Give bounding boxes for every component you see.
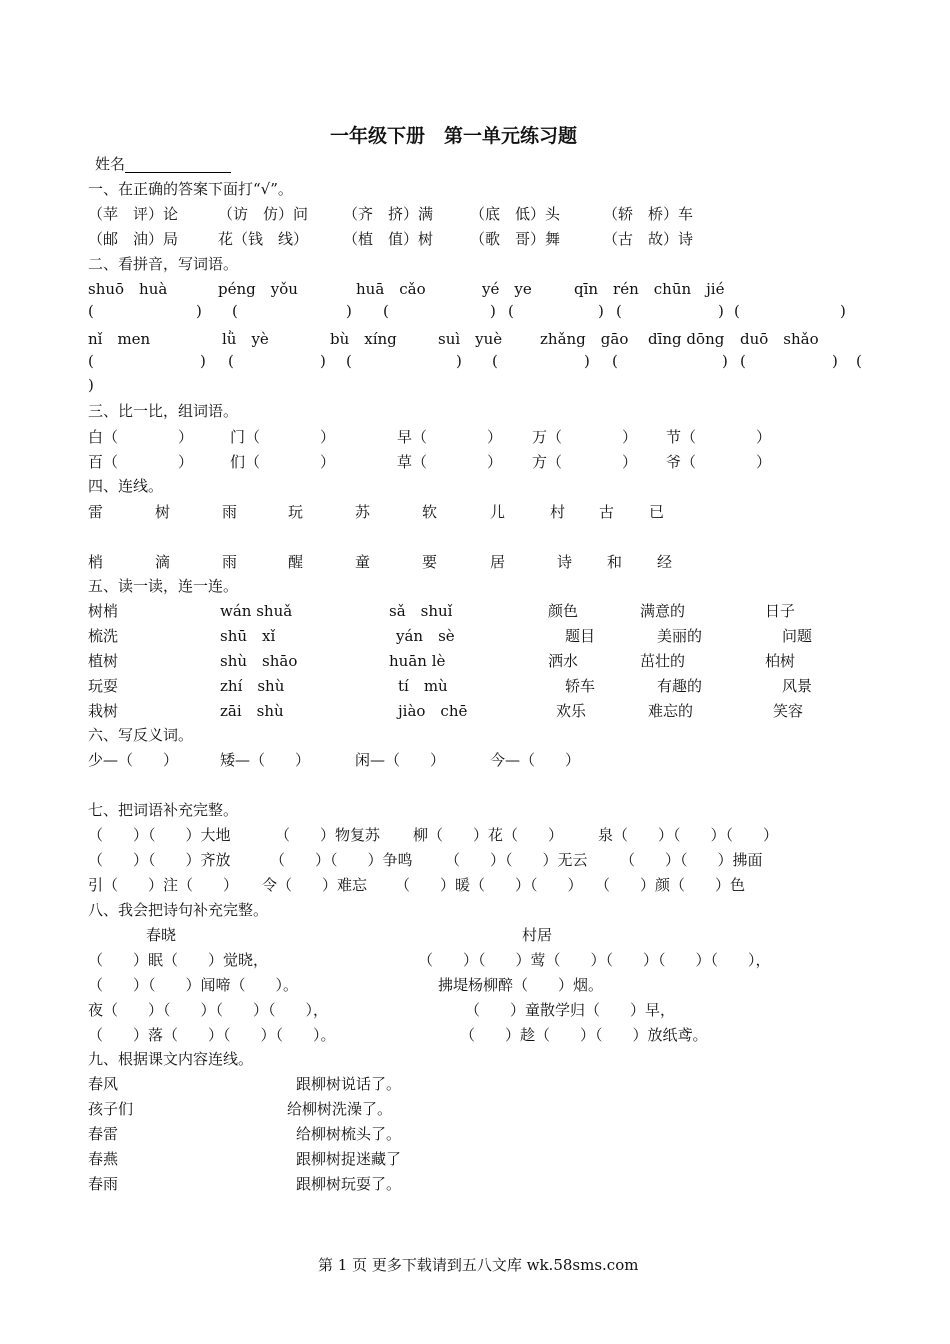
blank-left-paren: (	[508, 302, 514, 320]
compare-char: 爷	[666, 453, 682, 471]
blank-left-paren: (	[616, 302, 622, 320]
idiom-item: 泉（ ）（ ）（ ）	[598, 826, 779, 844]
pinyin-cell: zāi shù	[220, 702, 284, 720]
poem-line: 拂堤杨柳醉（ ）烟。	[438, 976, 604, 994]
poem-line: （ ）（ ）莺（ ）（ ）（ ）（ ），	[418, 951, 771, 969]
blank-right-paren: )	[320, 352, 326, 370]
pinyin-cell: yán sè	[396, 627, 455, 645]
predicate-item: 给柳树梳头了。	[296, 1125, 402, 1143]
compare-item: 们（ ）	[230, 453, 336, 471]
word-cell: 颜色	[548, 602, 579, 620]
word-cell: 日子	[765, 602, 796, 620]
choice-item: （邮 油）局	[88, 230, 179, 248]
word-cell: 玩耍	[88, 677, 119, 695]
word-cell: 满意的	[640, 602, 686, 620]
idiom-item: （ ）暖（ ）（ ）	[395, 876, 583, 894]
blank-right-paren: )	[490, 302, 496, 320]
idiom-item: 令（ ）难忘	[262, 876, 368, 894]
word-cell: 风景	[782, 677, 813, 695]
idiom-item: （ ）（ ）无云	[445, 851, 588, 869]
compare-item: 方（ ）	[532, 453, 638, 471]
pinyin-word: yé ye	[482, 280, 532, 298]
idiom-item: （ ）（ ）拂面	[620, 851, 763, 869]
poem-line: （ ）趁（ ）（ ）放纸鸢。	[460, 1026, 708, 1044]
choice-item: （底 低）头	[470, 205, 561, 223]
predicate-item: 跟柳树捉迷藏了	[296, 1150, 402, 1168]
blank-right-paren: )	[722, 352, 728, 370]
section-6-heading: 六、写反义词。	[88, 726, 194, 744]
word-cell: 栽树	[88, 702, 119, 720]
blank-right-paren: )	[200, 352, 206, 370]
compare-item: 门（ ）	[230, 428, 336, 446]
word-cell: 轿车	[565, 677, 596, 695]
pinyin-word: lǜ yè	[222, 330, 269, 348]
blank-right-paren: )	[88, 376, 94, 394]
link-char: 古	[599, 503, 615, 521]
pinyin-word: péng yǒu	[218, 280, 298, 298]
poem-line: （ ）童散学归（ ）早，	[465, 1001, 676, 1019]
choice-item: （苹 评）论	[88, 205, 179, 223]
choice-item: （轿 桥）车	[603, 205, 694, 223]
pinyin-word: duō shǎo	[740, 330, 819, 348]
blank-left-paren: (	[740, 352, 746, 370]
idiom-item: （ ）（ ）争鸣	[270, 851, 413, 869]
blank-right-paren: )	[840, 302, 846, 320]
poem-title: 村居	[522, 926, 553, 944]
blank-left-paren: (	[228, 352, 234, 370]
pinyin-word: nǐ men	[88, 330, 151, 348]
word-cell: 梳洗	[88, 627, 119, 645]
word-cell: 问题	[782, 627, 813, 645]
blank-right-paren: )	[584, 352, 590, 370]
antonym-item: 今—（ ）	[490, 751, 581, 769]
link-char: 居	[490, 553, 506, 571]
name-field	[95, 155, 231, 173]
blank-left-paren: (	[346, 352, 352, 370]
compare-char: 们	[230, 453, 246, 471]
compare-item: 万（ ）	[532, 428, 638, 446]
compare-char: 门	[230, 428, 246, 446]
pinyin-cell: zhí shù	[220, 677, 285, 695]
section-8-heading: 八、我会把诗句补充完整。	[88, 901, 269, 919]
pinyin-word: huā cǎo	[356, 280, 426, 298]
idiom-item: （ ）（ ）大地	[88, 826, 231, 844]
link-char: 村	[550, 503, 566, 521]
poem-line: 夜（ ）（ ）（ ）（ ），	[88, 1001, 329, 1019]
link-char: 雨	[222, 503, 238, 521]
section-1-heading: 一、在正确的答案下面打“√”。	[88, 180, 293, 198]
link-char: 玩	[288, 503, 304, 521]
link-char: 经	[657, 553, 673, 571]
word-cell: 树梢	[88, 602, 119, 620]
poem-line: （ ）落（ ）（ ）（ ）。	[88, 1026, 336, 1044]
idiom-item: 引（ ）注（ ）	[88, 876, 239, 894]
compare-item: 白（ ）	[88, 428, 194, 446]
link-char: 要	[422, 553, 438, 571]
subject-item: 春燕	[88, 1150, 119, 1168]
section-4-heading: 四、连线。	[88, 477, 164, 495]
choice-item: （歌 哥）舞	[470, 230, 561, 248]
blank-left-paren: (	[88, 302, 94, 320]
pinyin-word: dīng dōng	[648, 330, 725, 348]
pinyin-word: qīn rén chūn jié	[574, 280, 725, 298]
blank-left-paren: (	[383, 302, 389, 320]
predicate-item: 跟柳树说话了。	[296, 1075, 402, 1093]
antonym-item: 闲—（ ）	[355, 751, 446, 769]
page-title: 一年级下册 第一单元练习题	[330, 125, 578, 147]
link-char: 苏	[355, 503, 371, 521]
section-2-heading: 二、看拼音，写词语。	[88, 255, 239, 273]
compare-char: 草	[397, 453, 413, 471]
poem-title: 春晓	[146, 926, 177, 944]
link-char: 醒	[288, 553, 304, 571]
choice-item: 花（钱 线）	[218, 230, 309, 248]
blank-left-paren: (	[232, 302, 238, 320]
pinyin-cell: jiào chē	[398, 702, 468, 720]
section-7-heading: 七、把词语补充完整。	[88, 801, 239, 819]
pinyin-word: shuō huà	[88, 280, 168, 298]
pinyin-cell: wán shuǎ	[220, 602, 293, 620]
compare-item: 草（ ）	[397, 453, 503, 471]
pinyin-cell: shù shāo	[220, 652, 298, 670]
section-3-heading: 三、比一比，组词语。	[88, 402, 239, 420]
word-cell: 茁壮的	[640, 652, 686, 670]
choice-item: （古 故）诗	[603, 230, 694, 248]
word-cell: 笑容	[773, 702, 804, 720]
page-footer: 第 1 页 更多下载请到五八文库 wk.58sms.com	[318, 1256, 639, 1274]
word-cell: 洒水	[548, 652, 579, 670]
compare-char: 方	[532, 453, 548, 471]
antonym-item: 矮—（ ）	[220, 751, 311, 769]
link-char: 和	[607, 553, 623, 571]
blank-right-paren: )	[456, 352, 462, 370]
blank-right-paren: )	[346, 302, 352, 320]
subject-item: 孩子们	[88, 1100, 134, 1118]
word-cell: 柏树	[765, 652, 796, 670]
choice-item: （齐 挤）满	[343, 205, 434, 223]
compare-char: 早	[397, 428, 413, 446]
word-cell: 美丽的	[657, 627, 703, 645]
compare-item: 爷（ ）	[666, 453, 772, 471]
subject-item: 春雷	[88, 1125, 119, 1143]
blank-right-paren: )	[598, 302, 604, 320]
compare-item: 早（ ）	[397, 428, 503, 446]
predicate-item: 给柳树洗澡了。	[287, 1100, 393, 1118]
link-char: 雷	[88, 503, 104, 521]
name-label: 姓名	[95, 155, 126, 173]
pinyin-word: suì yuè	[438, 330, 503, 348]
blank-left-paren: (	[856, 352, 862, 370]
idiom-item: （ ）（ ）齐放	[88, 851, 231, 869]
word-cell: 题目	[565, 627, 596, 645]
choice-item: （访 仿）问	[218, 205, 309, 223]
predicate-item: 跟柳树玩耍了。	[296, 1175, 402, 1193]
compare-char: 节	[666, 428, 682, 446]
blank-right-paren: )	[196, 302, 202, 320]
blank-left-paren: (	[612, 352, 618, 370]
blank-right-paren: )	[832, 352, 838, 370]
idiom-item: （ ）颜（ ）色	[595, 876, 746, 894]
link-char: 儿	[490, 503, 506, 521]
link-char: 诗	[557, 553, 573, 571]
compare-char: 万	[532, 428, 548, 446]
section-5-heading: 五、读一读，连一连。	[88, 577, 239, 595]
blank-left-paren: (	[734, 302, 740, 320]
word-cell: 有趣的	[657, 677, 703, 695]
link-char: 滴	[155, 553, 171, 571]
poem-line: （ ）（ ）闻啼（ ）。	[88, 976, 299, 994]
word-cell: 植树	[88, 652, 119, 670]
link-char: 童	[355, 553, 371, 571]
link-char: 雨	[222, 553, 238, 571]
poem-line: （ ）眠（ ）觉晓，	[88, 951, 269, 969]
blank-left-paren: (	[88, 352, 94, 370]
link-char: 树	[155, 503, 171, 521]
compare-char: 白	[88, 428, 104, 446]
blank-left-paren: (	[492, 352, 498, 370]
name-blank-line	[125, 158, 231, 173]
subject-item: 春风	[88, 1075, 119, 1093]
section-9-heading: 九、根据课文内容连线。	[88, 1050, 254, 1068]
compare-item: 百（ ）	[88, 453, 194, 471]
pinyin-word: zhǎng gāo	[540, 330, 629, 348]
link-char: 已	[649, 503, 665, 521]
link-char: 软	[422, 503, 438, 521]
pinyin-word: bù xíng	[330, 330, 397, 348]
pinyin-cell: tí mù	[398, 677, 448, 695]
idiom-item: （ ）物复苏	[275, 826, 381, 844]
antonym-item: 少—（ ）	[88, 751, 179, 769]
word-cell: 欢乐	[556, 702, 587, 720]
idiom-item: 柳（ ）花（ ）	[413, 826, 564, 844]
blank-right-paren: )	[718, 302, 724, 320]
pinyin-cell: huān lè	[389, 652, 446, 670]
compare-item: 节（ ）	[666, 428, 772, 446]
word-cell: 难忘的	[648, 702, 694, 720]
subject-item: 春雨	[88, 1175, 119, 1193]
compare-char: 百	[88, 453, 104, 471]
choice-item: （植 值）树	[343, 230, 434, 248]
link-char: 梢	[88, 553, 104, 571]
pinyin-cell: shū xǐ	[220, 627, 276, 645]
pinyin-cell: sǎ shuǐ	[389, 602, 453, 620]
